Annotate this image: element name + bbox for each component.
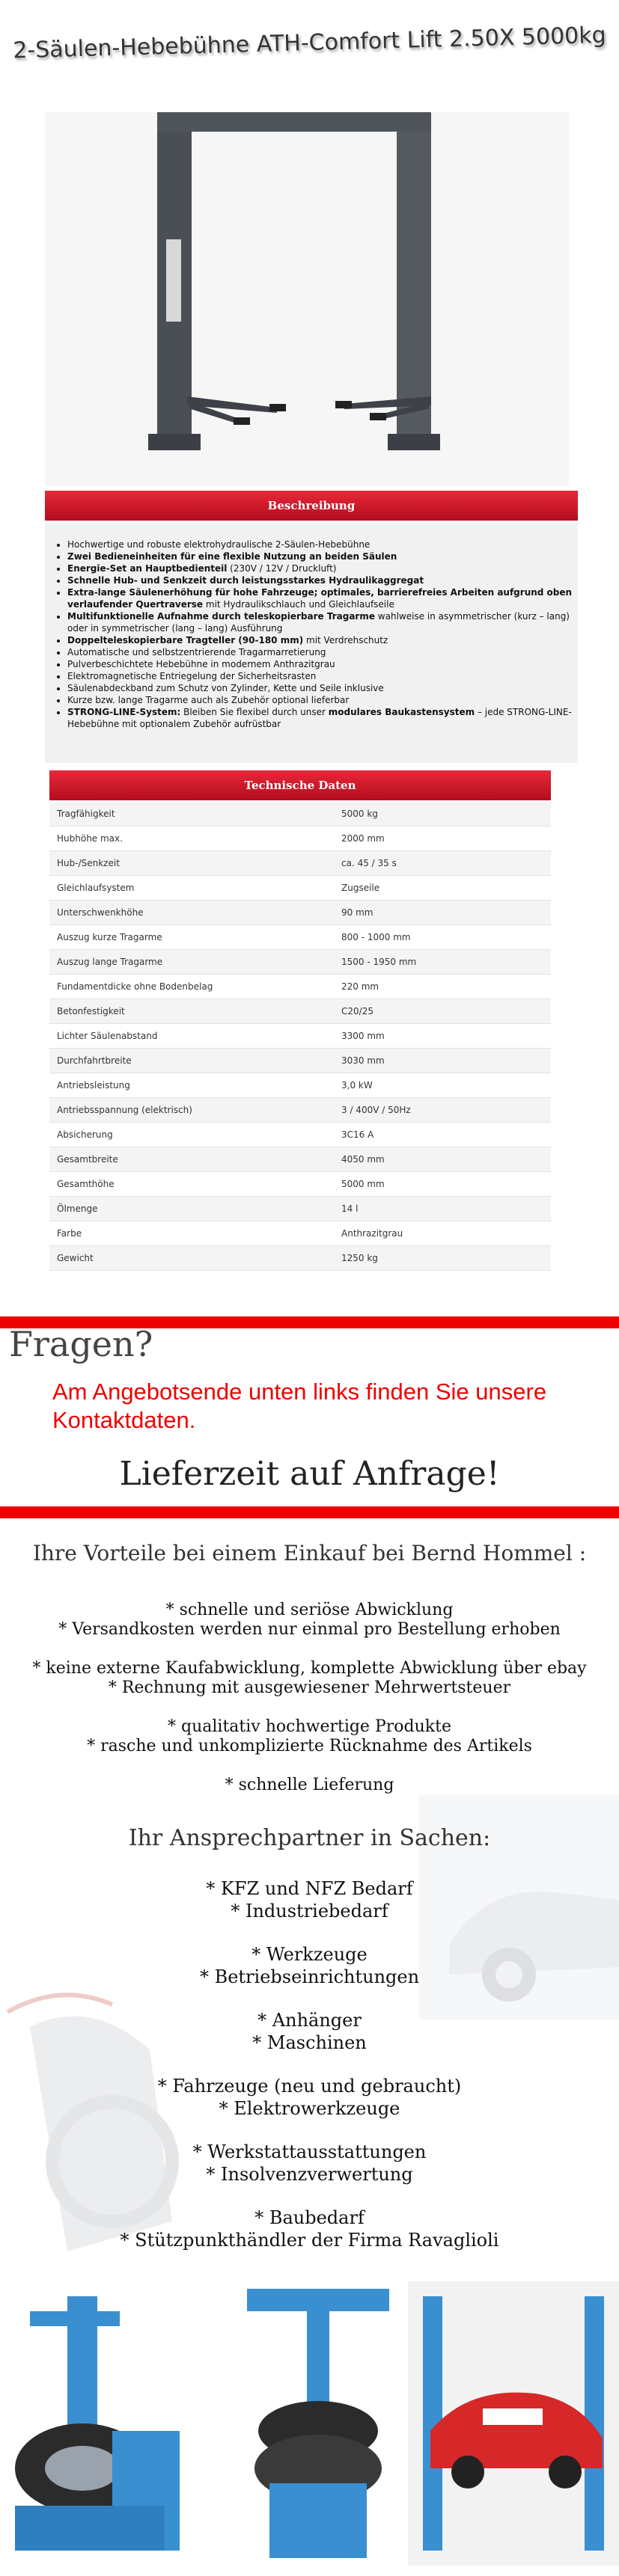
table-row — [49, 1197, 551, 1221]
table-row — [49, 1123, 551, 1147]
table-row — [49, 1098, 551, 1123]
list-item: * Fahrzeuge (neu und gebraucht) * Elektrowerkzeuge — [157, 2076, 462, 2119]
divider-red — [0, 1506, 619, 1518]
table-row — [49, 901, 551, 925]
spec-value: 3300 mm — [334, 1024, 551, 1049]
spec-value: 5000 mm — [334, 1172, 551, 1197]
list-item: • Energie-Set an Hauptbedienteil (230V / 12V / Druckluft) — [67, 562, 584, 574]
contact-topics-list — [0, 1877, 619, 2272]
spec-label: Auszug lange Tragarme — [49, 950, 334, 975]
spec-value: 2000 mm — [334, 827, 551, 851]
spec-value: 3 / 400V / 50Hz — [334, 1098, 551, 1123]
contact-note: Am Angebotsende unten links finden Sie unsere Kontaktdaten. — [52, 1379, 547, 1433]
spec-value: 3,0 kW — [334, 1073, 551, 1098]
spec-label: Antriebsspannung (elektrisch) — [49, 1098, 334, 1123]
table-row — [49, 950, 551, 975]
table-row — [49, 999, 551, 1024]
table-row — [49, 1246, 551, 1271]
table-row — [49, 1073, 551, 1098]
spec-value: 4050 mm — [334, 1147, 551, 1172]
table-row — [49, 925, 551, 950]
table-row — [49, 876, 551, 901]
spec-label: Hubhöhe max. — [49, 827, 334, 851]
spec-value: 1500 - 1950 mm — [334, 950, 551, 975]
spec-value: ca. 45 / 35 s — [334, 851, 551, 876]
questions-heading: Fragen? — [9, 1324, 153, 1364]
spec-label: Tragfähigkeit — [49, 802, 334, 827]
spec-value: Zugseile — [334, 876, 551, 901]
spec-label: Farbe — [49, 1221, 334, 1246]
table-row — [49, 1172, 551, 1197]
spec-label: Lichter Säulenabstand — [49, 1024, 334, 1049]
spec-label: Absicherung — [49, 1123, 334, 1147]
list-item: * Werkstattausstattungen * Insolvenzverwertung — [192, 2141, 427, 2185]
table-row — [49, 1221, 551, 1246]
advantages-heading: Ihre Vorteile bei einem Einkauf bei Bernd Hommel : — [32, 1541, 587, 1565]
spec-label: Gesamtbreite — [49, 1147, 334, 1172]
spec-value: 3C16 A — [334, 1123, 551, 1147]
spec-label: Gleichlaufsystem — [49, 876, 334, 901]
list-item: • Säulenabdeckband zum Schutz von Zylinder, Kette und Seile inklusive — [67, 682, 584, 694]
list-item: • Multifunktionelle Aufnahme durch teleskopierbare Tragarme wahlweise in asymmetrischer (kurz – lang) oder in symmetrischer (lang – lang) Ausführung — [67, 610, 584, 634]
spec-value: C20/25 — [334, 999, 551, 1024]
advantages-list — [0, 1601, 619, 1815]
list-item: * schnelle und seriöse Abwicklung * Versandkosten werden nur einmal pro Bestellung erhoben — [58, 1601, 561, 1639]
spec-value: 5000 kg — [334, 802, 551, 827]
page-title: 2-Säulen-Hebebühne ATH-Comfort Lift 2.50X 5000kg — [12, 22, 607, 64]
spec-label: Auszug kurze Tragarme — [49, 925, 334, 950]
spec-value: 1250 kg — [334, 1246, 551, 1271]
spec-value: 90 mm — [334, 901, 551, 925]
lift-arms — [187, 396, 431, 425]
spec-label: Antriebsleistung — [49, 1073, 334, 1098]
tire-changer-photo-2 — [217, 2281, 419, 2566]
spec-value: 14 l — [334, 1197, 551, 1221]
table-row — [49, 802, 551, 827]
table-row — [49, 1024, 551, 1049]
description-list — [54, 539, 584, 730]
list-item: * Anhänger * Maschinen — [252, 2010, 367, 2053]
list-item: • Schnelle Hub- und Senkzeit durch leistungsstarkes Hydraulikaggregat — [67, 574, 584, 586]
spec-label: Unterschwenkhöhe — [49, 901, 334, 925]
list-item: * qualitativ hochwertige Produkte * rasche und unkomplizierte Rücknahme des Artikels — [87, 1717, 532, 1755]
table-row — [49, 827, 551, 851]
table-row — [49, 851, 551, 876]
list-item: • Extra-lange Säulenerhöhung für hohe Fahrzeuge; optimales, barrierefreies Arbeiten aufgrund oben verlaufender Quertraverse mit Hydraulikschlauch und Gleichlaufseile — [67, 586, 584, 610]
control-unit — [166, 239, 181, 322]
list-item: * Baubedarf * Stützpunkthändler der Firma Ravaglioli — [120, 2207, 499, 2251]
top-crossbeam — [157, 112, 431, 132]
list-item: * schnelle Lieferung — [225, 1776, 394, 1794]
list-item: • STRONG-LINE-System: Bleiben Sie flexibel durch unser modulares Baukastensystem – jede STRONG-LINE-Hebebühne mit optionalem Zubehör aufrüstbar — [67, 706, 584, 730]
list-item: • Hochwertige und robuste elektrohydraulische 2-Säulen-Hebebühne — [67, 539, 584, 551]
list-item: • Pulverbeschichtete Hebebühne in modernem Anthrazitgrau — [67, 658, 584, 670]
table-row — [49, 975, 551, 999]
table-row — [49, 1049, 551, 1073]
spec-label: Fundamentdicke ohne Bodenbelag — [49, 975, 334, 999]
spec-label: Hub-/Senkzeit — [49, 851, 334, 876]
spec-label: Gewicht — [49, 1246, 334, 1271]
delivery-notice: Lieferzeit auf Anfrage! — [119, 1455, 500, 1493]
contact-topics-heading: Ihr Ansprechpartner in Sachen: — [128, 1825, 491, 1851]
spec-label: Durchfahrtbreite — [49, 1049, 334, 1073]
list-item: • Elektromagnetische Entriegelung der Sicherheitsrasten — [67, 670, 584, 682]
spec-label: Ölmenge — [49, 1197, 334, 1221]
lift-with-car-photo — [408, 2281, 619, 2566]
lift-product-image — [97, 112, 516, 471]
list-item: • Automatische und selbstzentrierende Tragarmarretierung — [67, 646, 584, 658]
tire-changer-photo-1 — [0, 2281, 202, 2566]
description-header: Beschreibung — [45, 491, 578, 521]
list-item: • Doppelteleskopierbare Tragteller (90-180 mm) mit Verdrehschutz — [67, 634, 584, 646]
spec-value: Anthrazitgrau — [334, 1221, 551, 1246]
list-item: • Kurze bzw. lange Tragarme auch als Zubehör optional lieferbar — [67, 694, 584, 706]
spec-value: 220 mm — [334, 975, 551, 999]
table-row — [49, 1147, 551, 1172]
list-item: * keine externe Kaufabwicklung, komplette Abwicklung über ebay * Rechnung mit ausgewiesener Mehrwertsteuer — [32, 1659, 587, 1697]
spec-label: Betonfestigkeit — [49, 999, 334, 1024]
tech-data-header: Technische Daten — [49, 770, 551, 800]
spec-label: Gesamthöhe — [49, 1172, 334, 1197]
spec-value: 3030 mm — [334, 1049, 551, 1073]
list-item: * Werkzeuge * Betriebseinrichtungen — [199, 1944, 420, 1987]
spec-value: 800 - 1000 mm — [334, 925, 551, 950]
list-item: • Zwei Bedieneinheiten für eine flexible Nutzung an beiden Säulen — [67, 551, 584, 562]
list-item: * KFZ und NFZ Bedarf * Industriebedarf — [206, 1878, 413, 1922]
tech-data-table — [49, 802, 551, 1271]
